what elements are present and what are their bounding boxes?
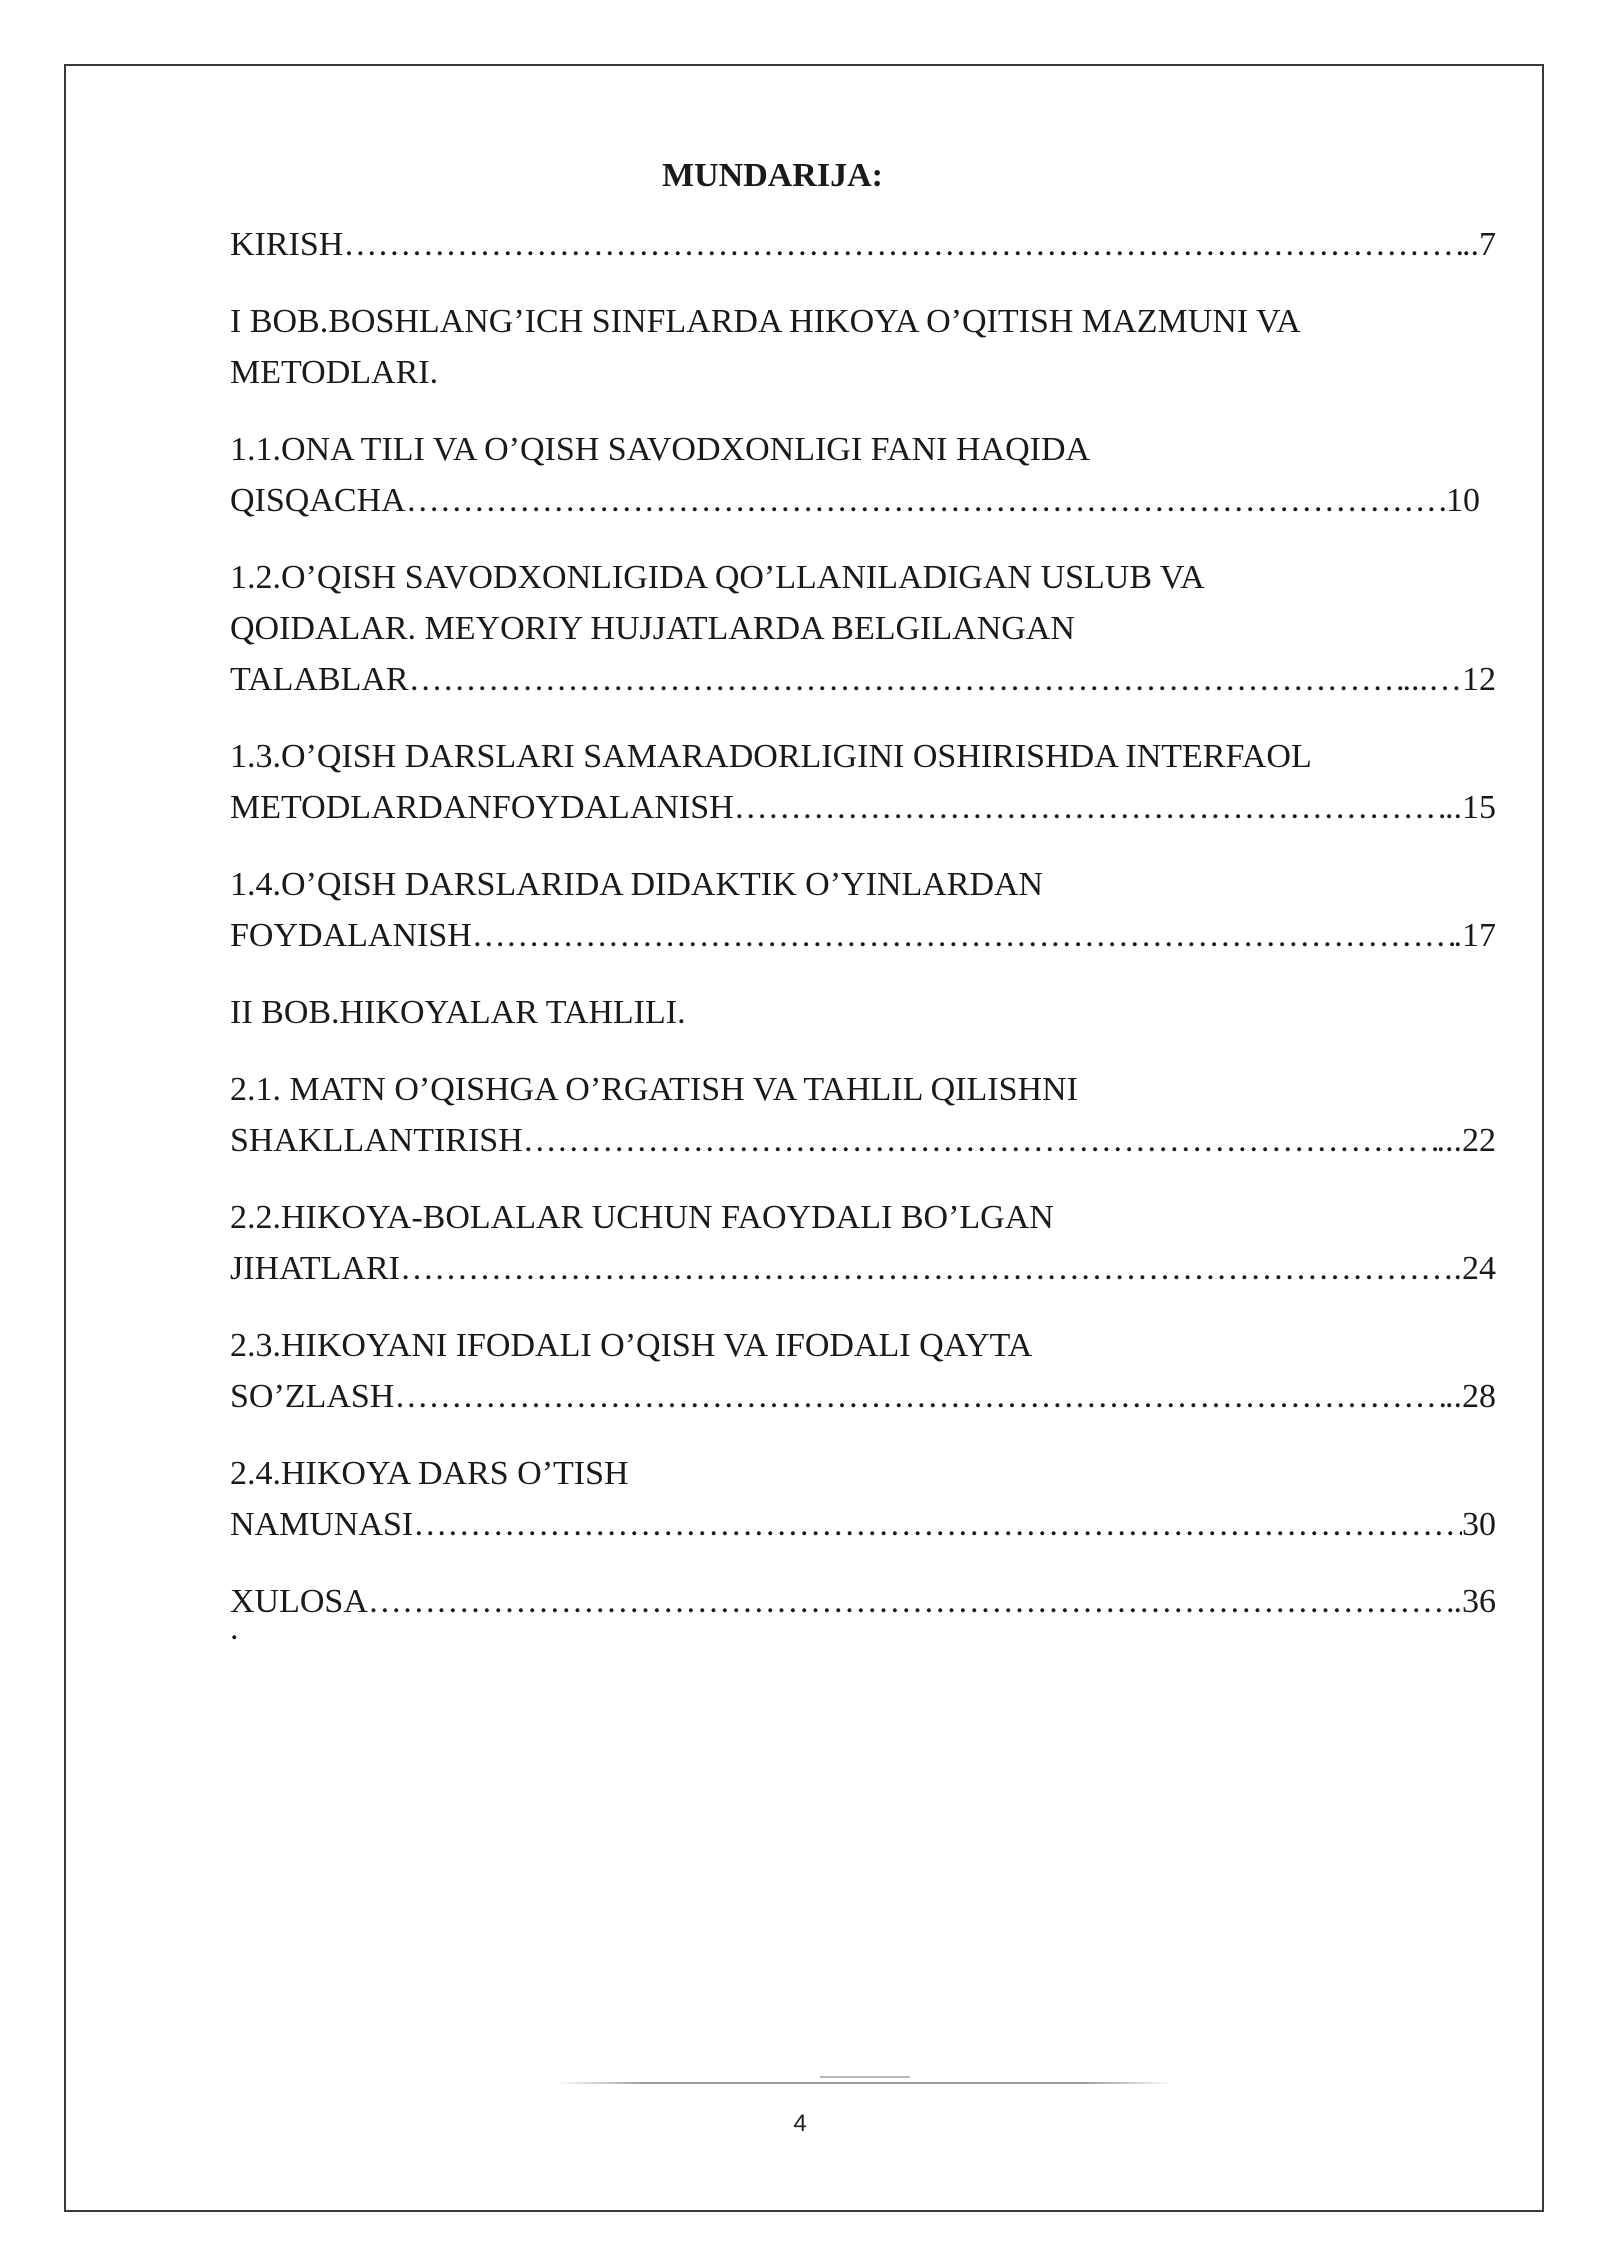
toc-page-number: 17 bbox=[1462, 917, 1496, 954]
toc-entry-label: SHAKLLANTIRISH bbox=[230, 1122, 523, 1159]
toc-entry-label: 1.2.O’QISH SAVODXONLIGIDA QO’LLANILADIGAN USLUB VA bbox=[230, 559, 1205, 596]
dot-leader bbox=[523, 1115, 1437, 1166]
toc-entry-label: 2.2.HIKOYA-BOLALAR UCHUN FAOYDALI BO’LGAN bbox=[230, 1199, 1054, 1236]
toc-entry-label: QISQACHA bbox=[230, 482, 406, 519]
toc-page-number: 22 bbox=[1462, 1122, 1496, 1159]
dot-leader bbox=[734, 782, 1445, 833]
toc-entry-label: NAMUNASI bbox=[230, 1506, 414, 1543]
toc-entry-label: 1.3.O’QISH DARSLARI SAMARADORLIGINI OSHIRISHDA INTERFAOL bbox=[230, 738, 1312, 775]
toc-entry-label: JIHATLARI bbox=[230, 1250, 400, 1287]
dot-leader bbox=[368, 1576, 1454, 1627]
toc-entry-label: METODLARDANFOYDALANISH bbox=[230, 789, 734, 826]
toc-entry-2-4[interactable] bbox=[230, 1448, 1496, 1550]
toc-entry-1-3[interactable]: 1.3.O’QISH DARSLARI SAMARADORLIGINI OSHIRISHDA INTERFAOL METODLARDANFOYDALANISH ……………………………………………………………………………………………………………………………………………………………………………… ..15 bbox=[230, 731, 1496, 833]
toc-entry-label: 2.3.HIKOYANI IFODALI O’QISH VA IFODALI QAYTA bbox=[230, 1327, 1033, 1364]
table-of-contents bbox=[230, 150, 1496, 1675]
toc-entry-label: II BOB.HIKOYALAR TAHLILI. bbox=[230, 994, 686, 1031]
toc-page-number: 15 bbox=[1462, 789, 1496, 826]
toc-entry-chapter-1[interactable] bbox=[230, 296, 1496, 398]
toc-entry-label: KIRISH bbox=[230, 226, 344, 263]
toc-page-number: 24 bbox=[1462, 1250, 1496, 1287]
toc-entry-1-1[interactable] bbox=[230, 424, 1496, 526]
toc-entry-chapter-2[interactable] bbox=[230, 987, 1496, 1038]
page-number: 4 bbox=[793, 2110, 807, 2137]
toc-title: MUNDARIJA: bbox=[662, 157, 883, 194]
toc-page-number: 7 bbox=[1479, 226, 1496, 263]
toc-entry-1-4[interactable]: 1.4.O’QISH DARSLARIDA DIDAKTIK O’YINLARDAN FOYDALANISH ……………………………………………………………………………………………………………………………………………………………………………… .17 bbox=[230, 859, 1496, 961]
toc-page-number: 30 bbox=[1462, 1506, 1496, 1543]
dot-leader bbox=[472, 910, 1454, 961]
toc-page-number: 36 bbox=[1462, 1583, 1496, 1620]
toc-entry-label: METODLARI. bbox=[230, 354, 439, 391]
dot-leader bbox=[413, 1499, 1462, 1550]
toc-entry-label: FOYDALANISH bbox=[230, 917, 472, 954]
toc-entry-kirish[interactable]: KIRISH ……………………………………………………………………………………………………………………………………………………………………………… ..7 bbox=[230, 219, 1496, 270]
toc-entry-label: 1.1.ONA TILI VA O’QISH SAVODXONLIGI FANI HAQIDA bbox=[230, 431, 1091, 468]
toc-entry-label: QOIDALAR. MEYORIY HUJJATLARDA BELGILANGAN bbox=[230, 610, 1075, 647]
toc-entry-label: TALABLAR bbox=[230, 661, 409, 698]
footer-rule bbox=[555, 2082, 1175, 2084]
toc-entry-label: 1.4.O’QISH DARSLARIDA DIDAKTIK O’YINLARDAN bbox=[230, 866, 1044, 903]
toc-page-number: 10 bbox=[1446, 482, 1480, 519]
toc-page-number: 28 bbox=[1462, 1378, 1496, 1415]
toc-entry-label: 2.1. MATN O’QISHGA O’RGATISH VA TAHLIL QILISHNI bbox=[230, 1071, 1078, 1108]
toc-entry-label: XULOSA bbox=[230, 1583, 368, 1620]
toc-entry-2-3[interactable]: 2.3.HIKOYANI IFODALI O’QISH VA IFODALI QAYTA SO’ZLASH ……………………………………………………………………………………………………………………………………………………………………………… ..28 bbox=[230, 1320, 1496, 1422]
trailing-mark: . bbox=[230, 1610, 239, 1647]
toc-entry-2-1[interactable]: 2.1. MATN O’QISHGA O’RGATISH VA TAHLIL QILISHNI SHAKLLANTIRISH ……………………………………………………………………………………………………………………………………………………………………………… ...22 bbox=[230, 1064, 1496, 1166]
dot-leader bbox=[343, 219, 1462, 270]
toc-entry-label: 2.4.HIKOYA DARS O’TISH bbox=[230, 1455, 629, 1492]
toc-entry-1-2[interactable]: 1.2.O’QISH SAVODXONLIGIDA QO’LLANILADIGAN USLUB VA QOIDALAR. MEYORIY HUJJATLARDA BELGILANGAN TALABLAR ……………………………………………………………………………………………………………………………………………………………………………… ...…12 bbox=[230, 552, 1496, 705]
dot-leader bbox=[409, 654, 1403, 705]
dot-leader bbox=[400, 1243, 1454, 1294]
footer-rule-short bbox=[820, 2076, 910, 2078]
toc-page-number: 12 bbox=[1462, 661, 1496, 698]
toc-entry-label: I BOB.BOSHLANG’ICH SINFLARDA HIKOYA O’QITISH MAZMUNI VA bbox=[230, 303, 1301, 340]
toc-entry-label: SO’ZLASH bbox=[230, 1378, 395, 1415]
toc-entry-2-2[interactable]: 2.2.HIKOYA-BOLALAR UCHUN FAOYDALI BO’LGAN JIHATLARI ……………………………………………………………………………………………………………………………………………………………………………… .24 bbox=[230, 1192, 1496, 1294]
dot-leader bbox=[394, 1371, 1445, 1422]
toc-entry-xulosa[interactable]: XULOSA ……………………………………………………………………………………………………………………………………………………………………………… .36 . bbox=[230, 1576, 1496, 1649]
dot-leader bbox=[406, 475, 1446, 526]
